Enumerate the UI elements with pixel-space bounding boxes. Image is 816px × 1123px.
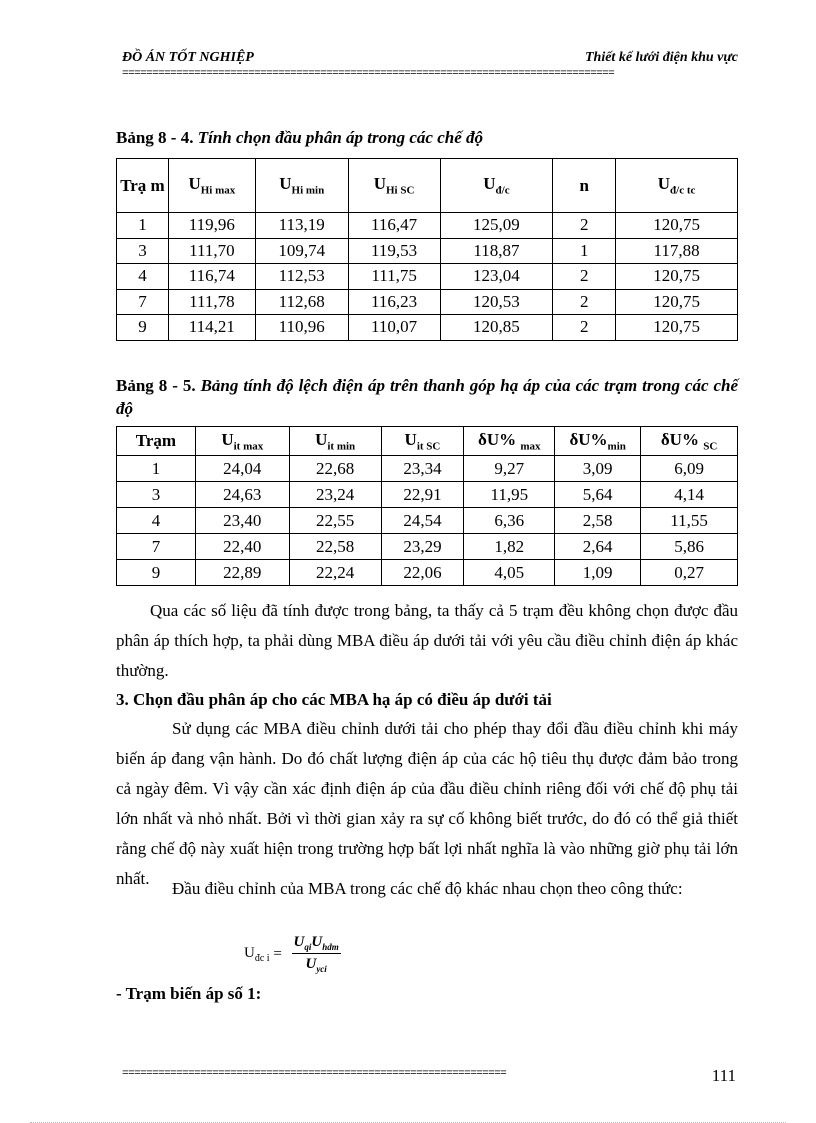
table-cell: 23,34 [381, 456, 464, 482]
table-cell: 4 [117, 508, 196, 534]
table-cell: 2 [553, 289, 616, 315]
table4-header-cell: $U_{Hi max}$ [168, 159, 255, 213]
table5-header-cell: $U_{it min}$ [289, 427, 381, 456]
table-cell: 111,70 [168, 238, 255, 264]
table-cell: 0,27 [641, 560, 738, 586]
table-8-5 [116, 426, 738, 586]
table-cell: 24,04 [195, 456, 289, 482]
table-cell: 3 [117, 238, 169, 264]
table4-caption-prefix: Bảng 8 - 4. [116, 128, 194, 147]
table-8-4 [116, 158, 738, 341]
paragraph-oltc-description: Sử dụng các MBA điều chỉnh dưới tải cho phép thay đổi đầu điều chỉnh khi máy biến áp đang vận hành. Do đó chất lượng điện áp của các hộ tiêu thụ được đảm bảo trong cả ngày đêm. Vì vậy cần xác định điện áp của đầu điều chỉnh riêng đối với chế độ phụ tải lớn nhất và nhỏ nhất. Bởi vì thời gian xảy ra sự cố không biết trước, do đó có thể giả thiết rằng chế độ này xuất hiện trong trường hợp bất lợi nhất nghĩa là vào những giờ phụ tải lớn nhất. [116, 719, 738, 888]
table-cell: 116,74 [168, 264, 255, 290]
table-cell: 7 [117, 534, 196, 560]
table-cell: 22,40 [195, 534, 289, 560]
table-cell: 3,09 [555, 456, 641, 482]
formula-lhs: $U_{đc i}$ [244, 944, 270, 964]
table-row [117, 289, 738, 315]
table5-header-cell: δU% $_{max}$ [464, 427, 555, 456]
table-cell: 11,95 [464, 482, 555, 508]
table-cell: 120,75 [616, 264, 738, 290]
substation-1-heading: - Trạm biến áp số 1: [116, 984, 262, 1003]
table-cell: 6,09 [641, 456, 738, 482]
table-row [117, 456, 738, 482]
table-cell: 4 [117, 264, 169, 290]
table-cell: 109,74 [255, 238, 348, 264]
table5-body [117, 456, 738, 586]
footer-divider: ================================================================ [122, 1068, 507, 1080]
table-cell: 1 [553, 238, 616, 264]
paragraph-formula-intro: Đầu điều chỉnh của MBA trong các chế độ khác nhau chọn theo công thức: [172, 879, 683, 898]
table-cell: 23,24 [289, 482, 381, 508]
table4-caption-title: Tính chọn đầu phân áp trong các chế độ [197, 128, 483, 147]
table-cell: 2,64 [555, 534, 641, 560]
table-cell: 120,75 [616, 315, 738, 341]
table-cell: 2 [553, 315, 616, 341]
table4-caption [116, 128, 483, 148]
formula-numerator: $U_{qi}U_{hdm}$ [293, 934, 339, 952]
table-cell: 7 [117, 289, 169, 315]
table-cell: 11,55 [641, 508, 738, 534]
table-cell: 5,64 [555, 482, 641, 508]
table-row [117, 482, 738, 508]
table5-caption-prefix: Bảng 8 - 5. [116, 376, 196, 395]
table4-header-cell: $U_{đ/c}$ [440, 159, 553, 213]
formula-fraction [292, 934, 341, 974]
table-cell: 24,54 [381, 508, 464, 534]
table-row [117, 264, 738, 290]
table5-header-cell: $U_{it SC}$ [381, 427, 464, 456]
table-cell: 112,68 [255, 289, 348, 315]
table-cell: 9,27 [464, 456, 555, 482]
section-heading-3: 3. Chọn đầu phân áp cho các MBA hạ áp có điều áp dưới tải [116, 690, 552, 709]
table-cell: 116,23 [348, 289, 440, 315]
table4-header-cell: $U_{Hi min}$ [255, 159, 348, 213]
table-row [117, 315, 738, 341]
table-cell: 3 [117, 482, 196, 508]
table-cell: 22,06 [381, 560, 464, 586]
table-cell: 2 [553, 213, 616, 239]
table-cell: 22,58 [289, 534, 381, 560]
table-cell: 23,40 [195, 508, 289, 534]
table5-header-row [117, 427, 738, 456]
table-cell: 111,78 [168, 289, 255, 315]
table-cell: 119,96 [168, 213, 255, 239]
table-cell: 123,04 [440, 264, 553, 290]
table-cell: 22,68 [289, 456, 381, 482]
table4-body [117, 213, 738, 341]
table-cell: 9 [117, 560, 196, 586]
table-cell: 118,87 [440, 238, 553, 264]
header-divider: ================================================================================== [122, 68, 615, 80]
table-cell: 125,09 [440, 213, 553, 239]
table-cell: 1,09 [555, 560, 641, 586]
table-cell: 110,07 [348, 315, 440, 341]
table-cell: 23,29 [381, 534, 464, 560]
formula-udc [244, 934, 341, 974]
paragraph-conclusion: Qua các số liệu đã tính được trong bảng, ta thấy cả 5 trạm đều không chọn được đầu phân áp thích hợp, ta phải dùng MBA điều áp dưới tải với yêu cầu điều chỉnh điện áp khác thường. [116, 601, 738, 680]
table-cell: 4,05 [464, 560, 555, 586]
table4-header-cell: $U_{đ/c tc}$ [616, 159, 738, 213]
table5-caption-title: Bảng tính độ lệch điện áp trên thanh góp hạ áp của các trạm trong các chế độ [116, 376, 739, 418]
table-cell: 22,91 [381, 482, 464, 508]
table4-header-cell: n [553, 159, 616, 213]
table-cell: 120,75 [616, 289, 738, 315]
page-number: 111 [711, 1066, 736, 1085]
table-cell: 22,89 [195, 560, 289, 586]
header-title-left: ĐỒ ÁN TỐT NGHIỆP [122, 50, 254, 65]
table-cell: 1,82 [464, 534, 555, 560]
table-row [117, 238, 738, 264]
table-cell: 24,63 [195, 482, 289, 508]
table-cell: 110,96 [255, 315, 348, 341]
table-cell: 22,24 [289, 560, 381, 586]
table-row [117, 560, 738, 586]
table4-header-cell: $U_{Hi SC}$ [348, 159, 440, 213]
table-row [117, 213, 738, 239]
table-cell: 2 [553, 264, 616, 290]
table-cell: 2,58 [555, 508, 641, 534]
formula-equals: = [269, 945, 286, 962]
table-row [117, 508, 738, 534]
table-cell: 112,53 [255, 264, 348, 290]
table5-header-cell: $\delta U\%_{min}$ [555, 427, 641, 456]
table-cell: 9 [117, 315, 169, 341]
table5-header-cell: Trạm [117, 427, 196, 456]
table-cell: 4,14 [641, 482, 738, 508]
table5-header-cell: δU% $_{SC}$ [641, 427, 738, 456]
table-cell: 114,21 [168, 315, 255, 341]
table-cell: 116,47 [348, 213, 440, 239]
table5-header-cell: $U_{it max}$ [195, 427, 289, 456]
formula-denominator: $U_{yci}$ [305, 956, 327, 974]
table-cell: 120,53 [440, 289, 553, 315]
table5-caption [116, 374, 738, 420]
table-cell: 120,75 [616, 213, 738, 239]
table-cell: 120,85 [440, 315, 553, 341]
table-cell: 111,75 [348, 264, 440, 290]
table-cell: 113,19 [255, 213, 348, 239]
table4-header-cell: Trạ m [117, 159, 169, 213]
table-cell: 1 [117, 456, 196, 482]
table4-header-row [117, 159, 738, 213]
header-title-right: Thiết kế lưới điện khu vực [584, 50, 738, 65]
table-cell: 5,86 [641, 534, 738, 560]
table-cell: 117,88 [616, 238, 738, 264]
table-cell: 22,55 [289, 508, 381, 534]
table-cell: 6,36 [464, 508, 555, 534]
table-cell: 1 [117, 213, 169, 239]
table-cell: 119,53 [348, 238, 440, 264]
table-row [117, 534, 738, 560]
